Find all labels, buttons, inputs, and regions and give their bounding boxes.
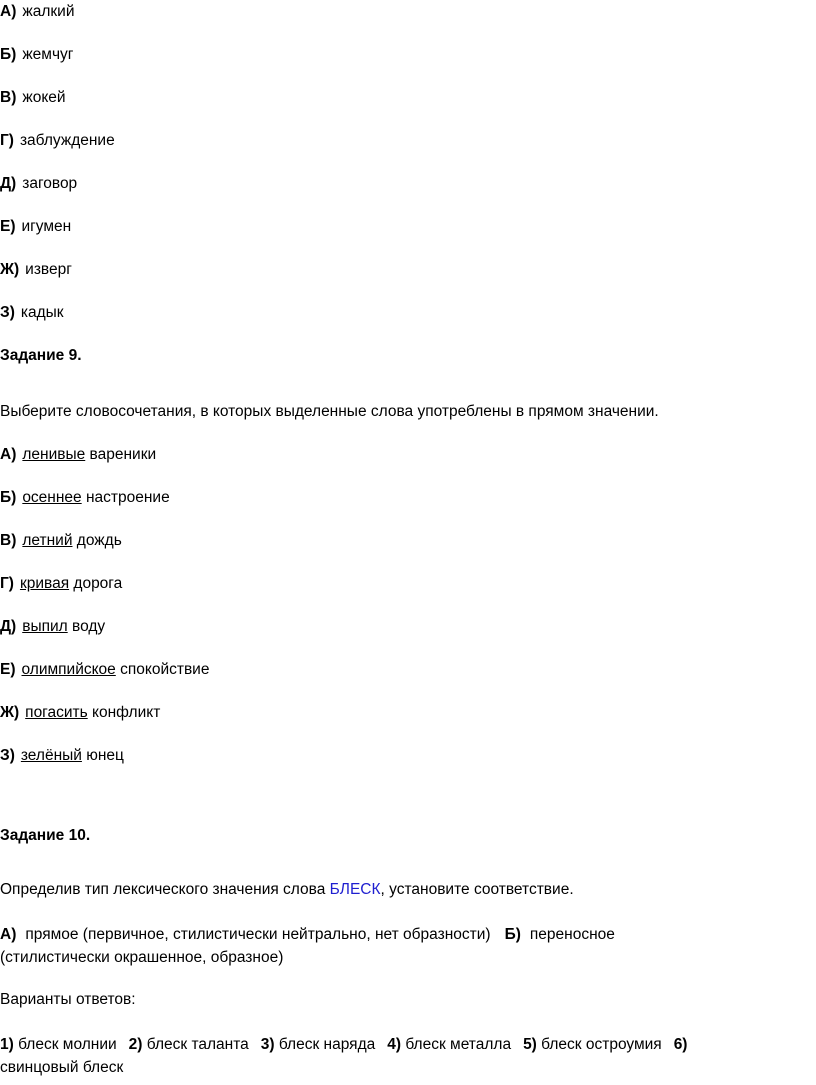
task9-question: Выберите словосочетания, в которых выделенные слова употреблены в прямом значении. xyxy=(0,403,659,420)
item-marker: З) xyxy=(0,747,15,764)
item-rest: настроение xyxy=(81,489,170,506)
list-item xyxy=(0,746,124,766)
item-word: кадык xyxy=(20,304,64,321)
list-item xyxy=(0,88,66,108)
item-word: жемчуг xyxy=(22,46,74,63)
item-marker: А) xyxy=(0,3,17,20)
type-b-marker: Б) xyxy=(504,926,521,943)
item-rest: конфликт xyxy=(87,704,161,721)
item-word: изверг xyxy=(25,261,72,278)
type-b-text-continued: (стилистически окрашенное, образное) xyxy=(0,949,284,966)
item-marker: В) xyxy=(0,532,17,549)
item-marker: Е) xyxy=(0,661,16,678)
item-marker: Г) xyxy=(0,575,14,592)
type-b-text: переносное xyxy=(529,926,615,943)
answer-options xyxy=(0,1035,687,1055)
item-marker: Д) xyxy=(0,175,17,192)
answer-text: блеск металла xyxy=(405,1036,512,1053)
highlighted-word: летний xyxy=(22,532,73,549)
list-item xyxy=(0,703,160,723)
item-marker: Г) xyxy=(0,132,14,149)
answer-text: блеск молнии xyxy=(18,1036,117,1053)
answer-number: 4) xyxy=(387,1036,402,1053)
answer-number: 6) xyxy=(673,1036,688,1053)
item-marker: В) xyxy=(0,89,17,106)
list-item xyxy=(0,131,115,151)
answer-number: 3) xyxy=(260,1036,275,1053)
item-rest: вареники xyxy=(85,446,157,463)
item-word: жалкий xyxy=(22,3,75,20)
highlighted-word: выпил xyxy=(22,618,68,635)
highlighted-word: ленивые xyxy=(22,446,86,463)
question-text-end: , установите соответствие. xyxy=(380,881,574,898)
type-a-text: прямое (первичное, стилистически нейтрально, нет образности) xyxy=(25,926,491,943)
list-item xyxy=(0,174,77,194)
list-item xyxy=(0,617,105,637)
item-marker: Ж) xyxy=(0,704,20,721)
highlighted-word: зелёный xyxy=(20,747,82,764)
list-item xyxy=(0,2,75,22)
type-a-marker: А) xyxy=(0,926,17,943)
list-item xyxy=(0,574,122,594)
answer-text: блеск таланта xyxy=(146,1036,249,1053)
question-keyword: БЛЕСК xyxy=(329,881,381,898)
item-marker: Ж) xyxy=(0,261,20,278)
item-word: заговор xyxy=(22,175,78,192)
item-marker: Б) xyxy=(0,46,17,63)
item-word: игумен xyxy=(21,218,72,235)
list-item xyxy=(0,488,170,508)
task10-question xyxy=(0,880,574,900)
answer-text: блеск наряда xyxy=(278,1036,376,1053)
item-rest: юнец xyxy=(81,747,124,764)
answer-text-continued: свинцовый блеск xyxy=(0,1059,124,1076)
list-item xyxy=(0,45,73,65)
list-item xyxy=(0,531,122,551)
list-item xyxy=(0,303,64,323)
task10-title: Задание 10. xyxy=(0,827,91,844)
list-item xyxy=(0,660,209,680)
item-rest: спокойствие xyxy=(115,661,210,678)
highlighted-word: осеннее xyxy=(22,489,82,506)
list-item xyxy=(0,217,71,237)
item-marker: Д) xyxy=(0,618,17,635)
item-rest: дождь xyxy=(72,532,122,549)
answers-label: Варианты ответов: xyxy=(0,991,136,1008)
answer-number: 1) xyxy=(0,1036,14,1053)
list-item xyxy=(0,260,72,280)
highlighted-word: погасить xyxy=(25,704,88,721)
answer-text: блеск остроумия xyxy=(541,1036,662,1053)
item-rest: воду xyxy=(67,618,106,635)
item-marker: А) xyxy=(0,446,17,463)
item-marker: Е) xyxy=(0,218,16,235)
item-marker: З) xyxy=(0,304,15,321)
list-item xyxy=(0,445,156,465)
question-text: Определив тип лексического значения слова xyxy=(0,881,330,898)
item-word: заблуждение xyxy=(19,132,115,149)
answer-number: 2) xyxy=(128,1036,143,1053)
highlighted-word: олимпийское xyxy=(21,661,116,678)
item-word: жокей xyxy=(22,89,66,106)
item-marker: Б) xyxy=(0,489,17,506)
meaning-types xyxy=(0,925,615,945)
item-rest: дорога xyxy=(69,575,123,592)
highlighted-word: кривая xyxy=(19,575,70,592)
answer-number: 5) xyxy=(523,1036,537,1053)
task9-title: Задание 9. xyxy=(0,347,82,364)
